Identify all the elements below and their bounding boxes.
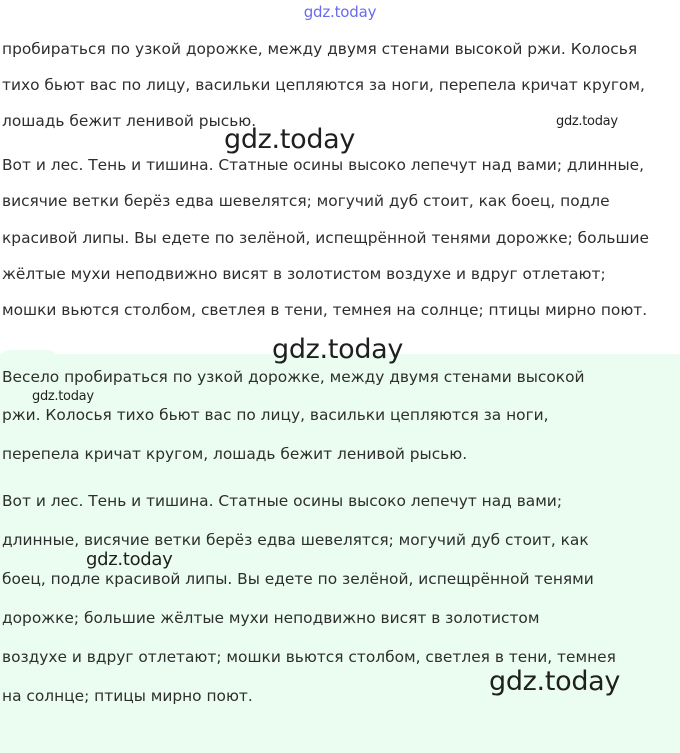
answer-line: Вот и лес. Тень и тишина. Статные осины высоко лепечут над вами; xyxy=(2,492,562,510)
watermark: gdz.today xyxy=(272,334,404,365)
answer-line: длинные, висячие ветки берёз едва шевелятся; могучий дуб стоит, как xyxy=(2,531,589,549)
site-logo[interactable]: gdz.today xyxy=(303,3,377,21)
answer-line: на солнце; птицы мирно поют. xyxy=(2,687,253,705)
watermark: gdz.today xyxy=(86,549,173,570)
text-line: пробираться по узкой дорожке, между двумя стенами высокой ржи. Колосья xyxy=(2,40,638,58)
answer-line: боец, подле красивой липы. Вы едете по зелёной, испещрённой тенями xyxy=(2,570,594,588)
watermark: gdz.today xyxy=(224,124,356,155)
watermark: gdz.today xyxy=(32,389,94,404)
text-line: висячие ветки берёз едва шевелятся; могучий дуб стоит, как боец, подле xyxy=(2,192,610,210)
text-line: лошадь бежит ленивой рысью. xyxy=(2,112,257,130)
watermark: gdz.today xyxy=(556,114,618,129)
text-line: мошки вьются столбом, светлея в тени, темнея на солнце; птицы мирно поют. xyxy=(2,301,648,319)
text-line: жёлтые мухи неподвижно висят в золотистом воздухе и вдруг отлетают; xyxy=(2,265,606,283)
answer-line: воздухе и вдруг отлетают; мошки вьются столбом, светлея в тени, темнея xyxy=(2,648,616,666)
text-line: красивой липы. Вы едете по зелёной, испещрённой тенями дорожке; большие xyxy=(2,229,650,247)
text-line: тихо бьют вас по лицу, васильки цепляются за ноги, перепела кричат кругом, xyxy=(2,76,645,94)
text-line: Вот и лес. Тень и тишина. Статные осины высоко лепечут над вами; длинные, xyxy=(2,156,645,174)
answer-line: дорожке; большие жёлтые мухи неподвижно висят в золотистом xyxy=(2,609,540,627)
answer-line: ржи. Колосья тихо бьют вас по лицу, васильки цепляются за ноги, xyxy=(2,406,549,424)
watermark: gdz.today xyxy=(489,666,621,697)
answer-line: Весело пробираться по узкой дорожке, между двумя стенами высокой xyxy=(2,368,585,386)
answer-line: перепела кричат кругом, лошадь бежит ленивой рысью. xyxy=(2,445,468,463)
